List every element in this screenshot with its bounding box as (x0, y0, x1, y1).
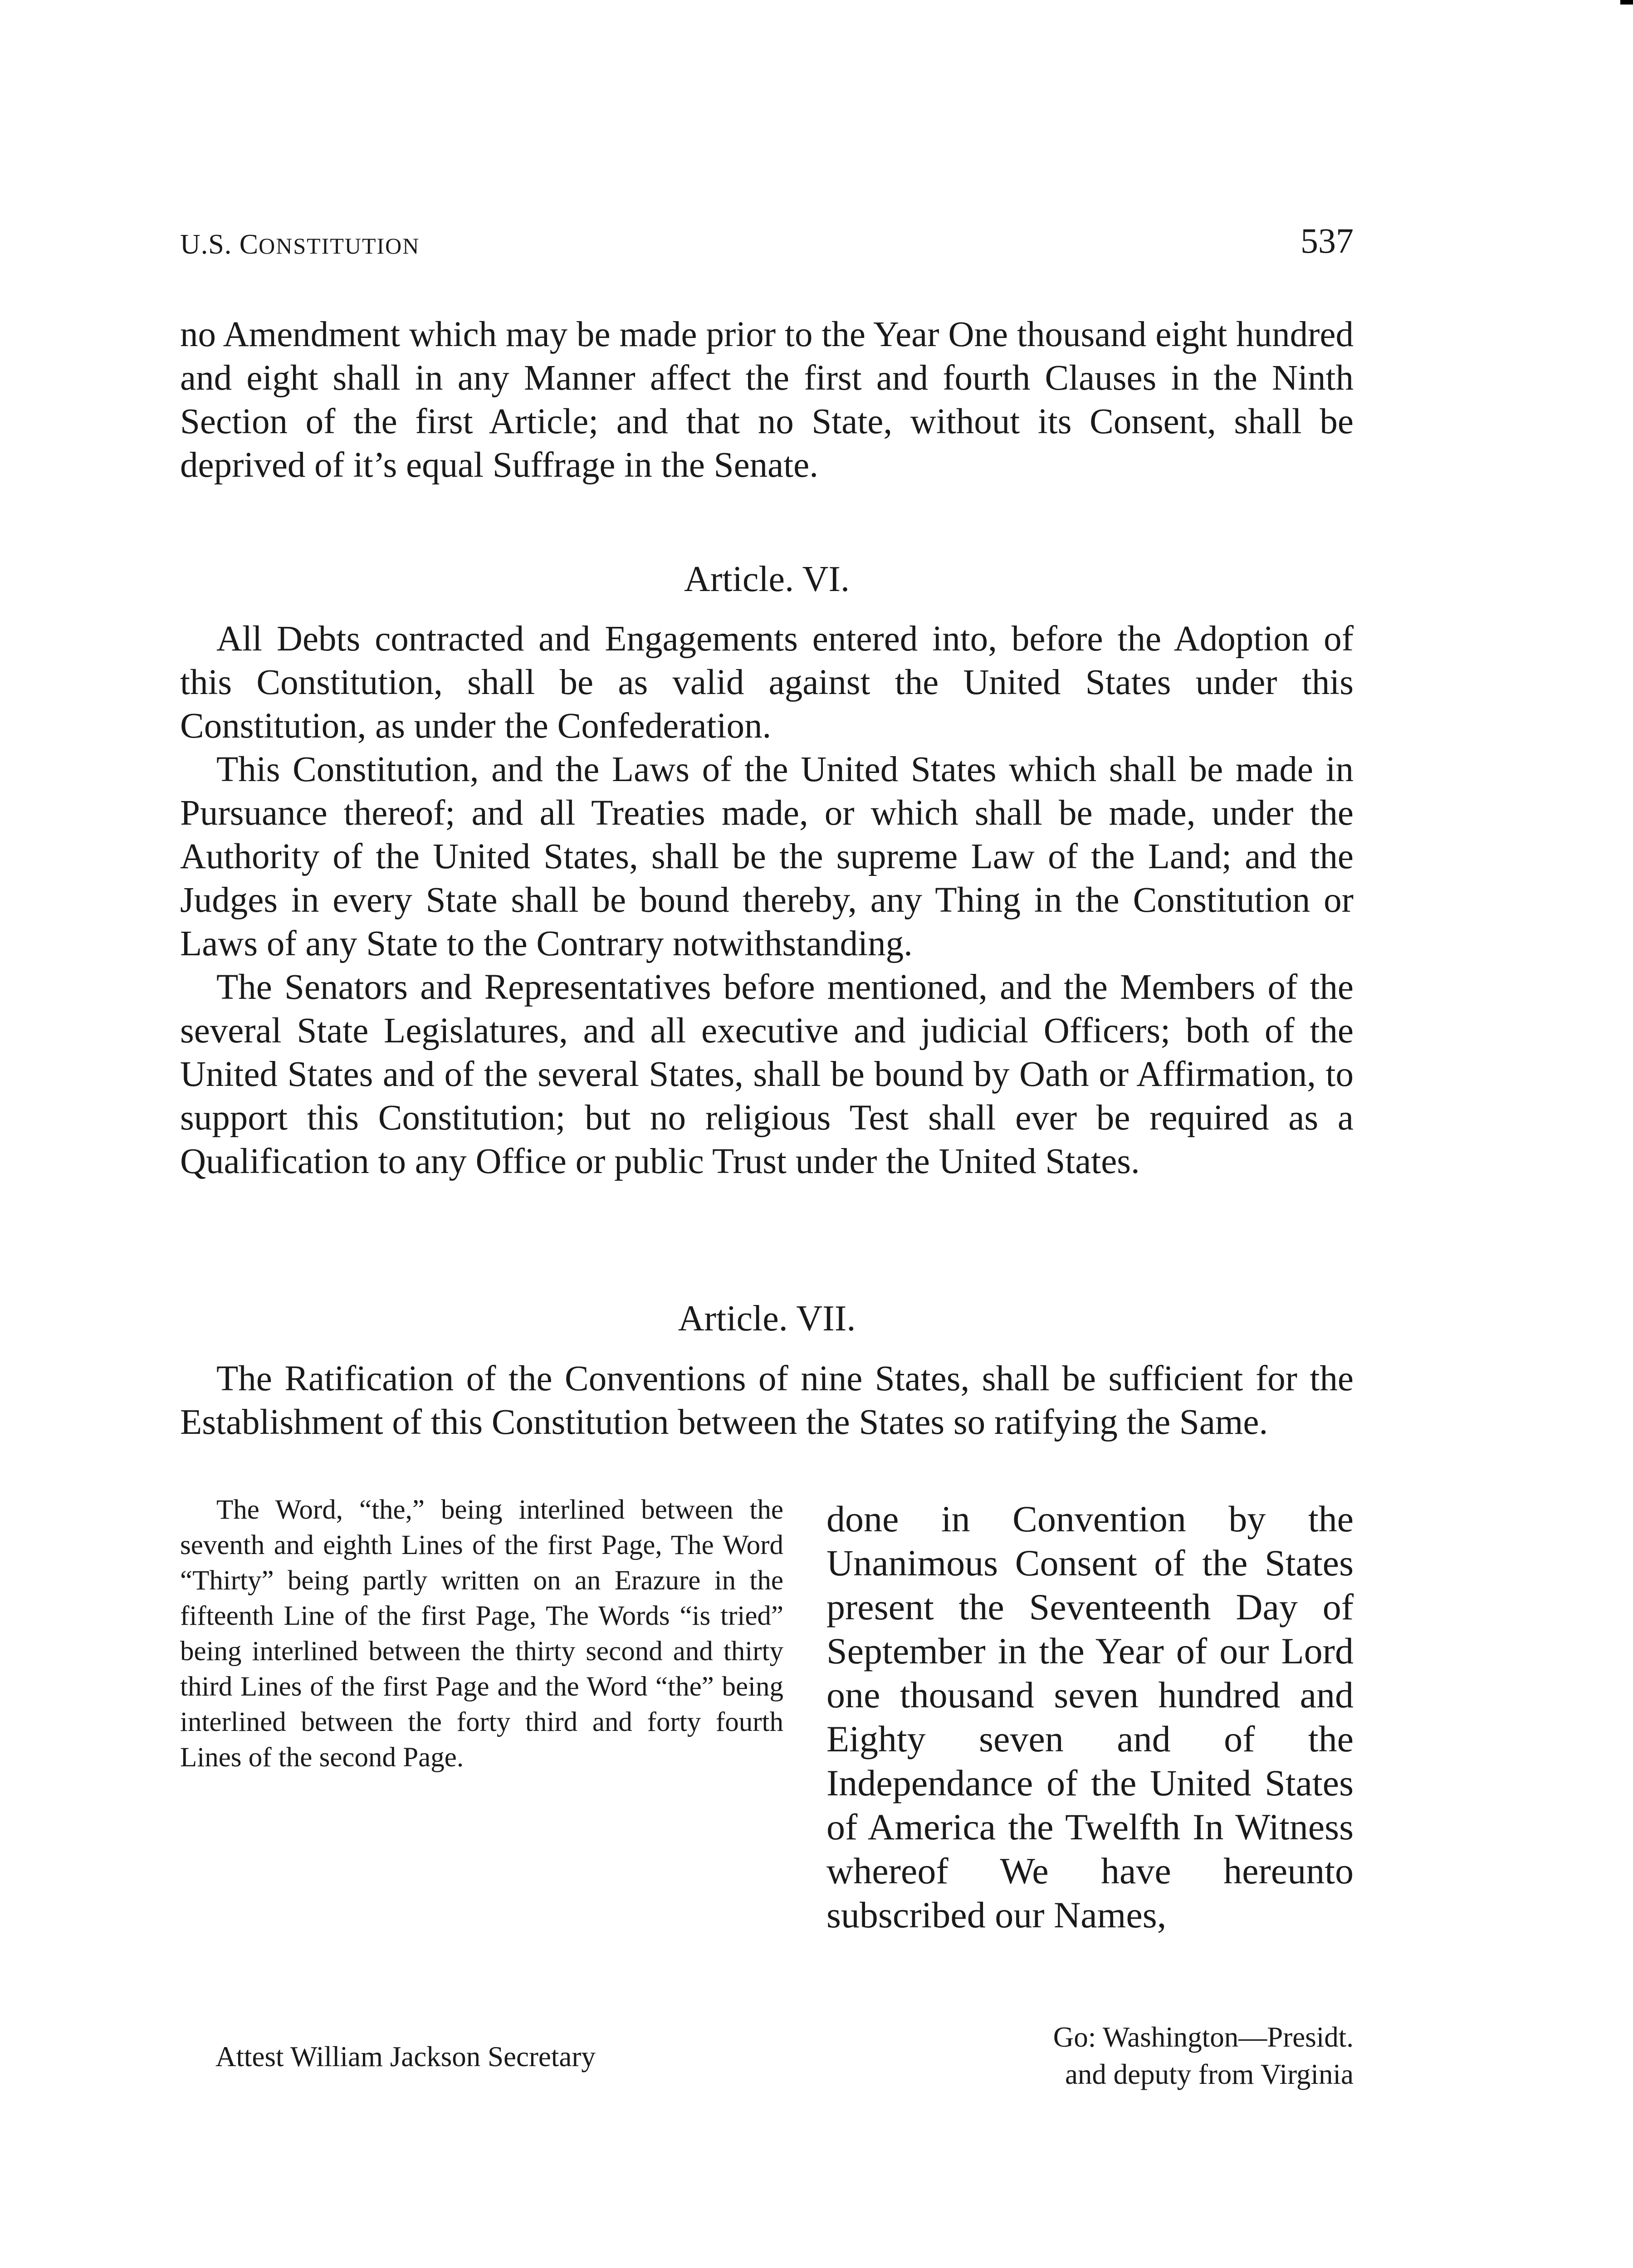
paragraph-debts: All Debts contracted and Engagements entered into, before the Adoption of this Constitution, shall be as valid against the United States under this Constitution, as under the Confederation. (180, 619, 1354, 746)
paragraph-supremacy: This Constitution, and the Laws of the United States which shall be made in Pursuance thereof; and all Treaties made, or which shall be made, under the Authority of the United States, shall be the supreme Law of the Land; and the Judges in every State shall be bound thereby, any Thing in the Constitution or Laws of any State to the Contrary notwithstanding. (180, 750, 1354, 963)
paragraph-ratification: The Ratification of the Conventions of nine States, shall be sufficient for the Establishment of this Constitution between the States so ratifying the Same. (180, 1359, 1354, 1442)
signature-line-1: Go: Washington—Presidt. (1053, 2021, 1354, 2053)
running-head (180, 229, 420, 261)
running-head-initials: U.S. C (180, 229, 259, 260)
page-header (180, 220, 1354, 270)
signature-line-2: and deputy from Virginia (1065, 2058, 1354, 2090)
article-7-body (180, 1357, 1354, 1444)
page-edge-mark (1620, 0, 1633, 5)
article-6-body (180, 617, 1354, 1183)
signature-block (1053, 2019, 1354, 2093)
article-7-heading: Article. VII. (678, 1299, 856, 1339)
closing-attestation: done in Convention by the Unanimous Consent of the States present the Seventeenth Day of September in the Year of our Lord one thousand seven hundred and Eighty seven and of the Independance of the United States of America the Twelfth In Witness whereof We have hereunto subscribed our Names, (826, 1498, 1354, 1936)
running-head-small-caps: ONSTITUTION (259, 233, 420, 259)
paragraph-text: no Amendment which may be made prior to the Year One thousand eight hundred and eight shall in any Manner affect the first and fourth Clauses in the Ninth Section of the first Article; and that no State, without its Consent, shall be deprived of it’s equal Suffrage in the Senate. (180, 315, 1354, 485)
page-number: 537 (1301, 221, 1354, 260)
paragraph-article5-continuation (180, 313, 1354, 487)
article-6-heading: Article. VI. (684, 559, 850, 599)
paragraph-oaths: The Senators and Representatives before mentioned, and the Members of the several State Legislatures, and all executive and judicial Officers; both of the United States and of the several States, shall be bound by Oath or Affirmation, to support this Constitution; but no religious Test shall ever be required as a Qualification to any Office or public Trust under the United States. (180, 968, 1354, 1181)
attest-line: Attest William Jackson Secretary (215, 2041, 596, 2072)
interlineation-note: The Word, “the,” being interlined between the seventh and eighth Lines of the first Page, The Word “Thirty” being partly written on an Erazure in the fifteenth Line of the first Page, The Words “is tried” being interlined between the thirty second and thirty third Lines of the first Page and the Word “the” being interlined between the forty third and forty fourth Lines of the second Page. (180, 1495, 783, 1773)
